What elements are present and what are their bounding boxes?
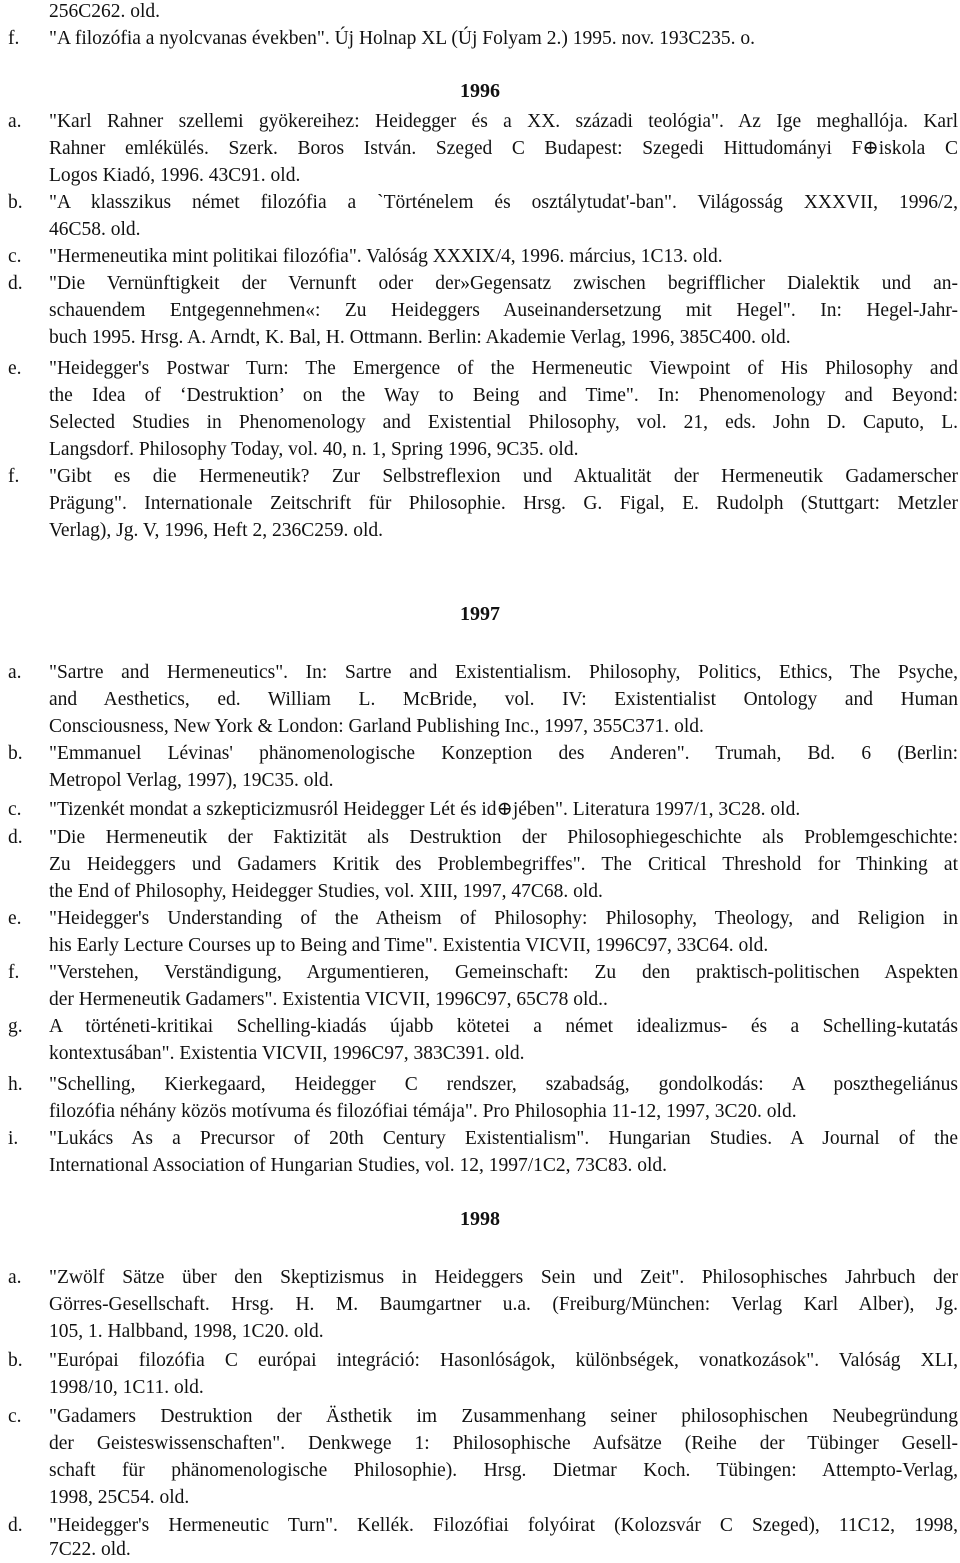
year-heading: 1996 bbox=[460, 80, 500, 102]
year-heading: 1997 bbox=[460, 603, 500, 625]
year-heading: 1998 bbox=[460, 1208, 500, 1230]
